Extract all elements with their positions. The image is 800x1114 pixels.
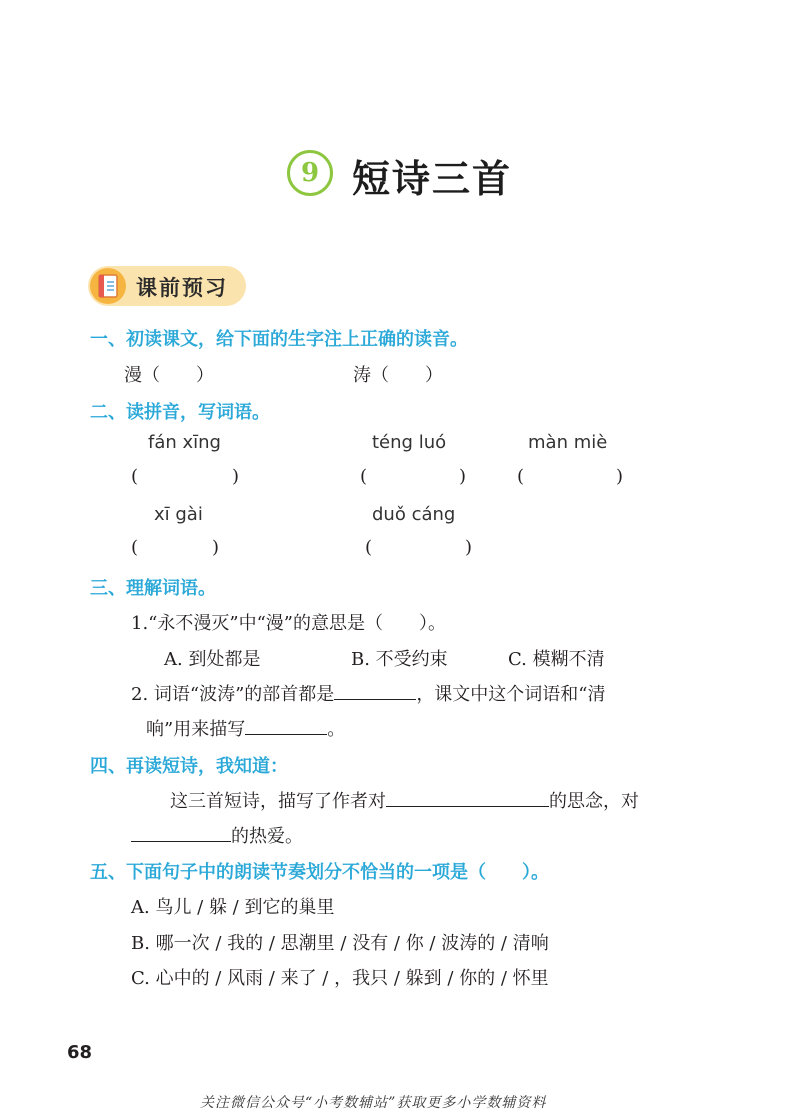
answer-paren-open: ( <box>365 537 373 558</box>
q3-item-1: 1.“永不漫灭”中“漫”的意思是（ ）。 <box>131 613 446 634</box>
q3-item-2-text-c: 响”用来描写 <box>146 719 246 740</box>
pinyin-5: duǒ cáng <box>372 504 456 525</box>
lesson-number-circle <box>287 150 333 196</box>
q3-item-2-text-b: ，课文中这个词语和“清 <box>416 684 606 705</box>
pinyin-4: xī gài <box>154 504 203 525</box>
q1-item-1: 漫（ ） <box>124 365 214 386</box>
answer-paren-open: ( <box>360 466 368 487</box>
q3-option-b: B. 不受约束 <box>351 649 448 670</box>
q3-item-2-text-a: 2. 词语“波涛”的部首都是 <box>131 684 335 705</box>
q4-text-a: 这三首短诗，描写了作者对 <box>170 791 386 812</box>
q1-heading: 一、初读课文，给下面的生字注上正确的读音。 <box>90 329 468 350</box>
answer-paren-open: ( <box>131 537 139 558</box>
q5-option-b: B. 哪一次 / 我的 / 思潮里 / 没有 / 你 / 波涛的 / 清响 <box>131 933 549 954</box>
book-icon <box>90 268 126 304</box>
q4-heading: 四、再读短诗，我知道： <box>90 756 288 777</box>
q4-text-c: 的热爱。 <box>231 826 303 847</box>
answer-paren-close: ) <box>232 466 240 487</box>
pinyin-2: téng luó <box>372 432 447 453</box>
answer-blank[interactable] <box>245 716 327 735</box>
answer-paren-close: ) <box>459 466 467 487</box>
q3-option-a: A. 到处都是 <box>164 649 261 670</box>
q3-item-2-end: 。 <box>327 719 346 740</box>
pinyin-1: fán xīng <box>148 432 221 453</box>
answer-blank[interactable] <box>131 823 231 842</box>
q5-option-a: A. 鸟儿 / 躲 / 到它的巢里 <box>131 897 335 918</box>
answer-paren-close: ) <box>465 537 473 558</box>
q4-line-1 <box>170 787 639 813</box>
answer-paren-open: ( <box>517 466 525 487</box>
q1-item-2: 涛（ ） <box>353 365 443 386</box>
q5-heading: 五、下面句子中的朗读节奏划分不恰当的一项是（ ）。 <box>90 862 549 883</box>
pinyin-3: màn miè <box>528 432 608 453</box>
q3-item-2-line-2 <box>146 715 345 741</box>
page-number: 68 <box>67 1042 93 1063</box>
q5-option-c: C. 心中的 / 风雨 / 来了 / ，我只 / 躲到 / 你的 / 怀里 <box>131 968 549 989</box>
answer-paren-close: ) <box>212 537 220 558</box>
q4-line-2 <box>131 822 303 848</box>
q3-heading: 三、理解词语。 <box>90 578 216 599</box>
lesson-number: 9 <box>300 158 320 188</box>
q3-option-c: C. 模糊不清 <box>508 649 605 670</box>
q3-item-2-line-1 <box>131 680 606 706</box>
answer-blank[interactable] <box>386 788 549 807</box>
answer-blank[interactable] <box>334 681 416 700</box>
answer-paren-open: ( <box>131 466 139 487</box>
answer-paren-close: ) <box>616 466 624 487</box>
q2-heading: 二、读拼音，写词语。 <box>90 402 270 423</box>
section-badge-label: 课前预习 <box>136 276 228 300</box>
q4-text-b: 的思念，对 <box>549 791 639 812</box>
page-title: 短诗三首 <box>352 157 513 201</box>
footer-note: 关注微信公众号“小考数辅站”获取更多小学数辅资料 <box>200 1095 547 1111</box>
